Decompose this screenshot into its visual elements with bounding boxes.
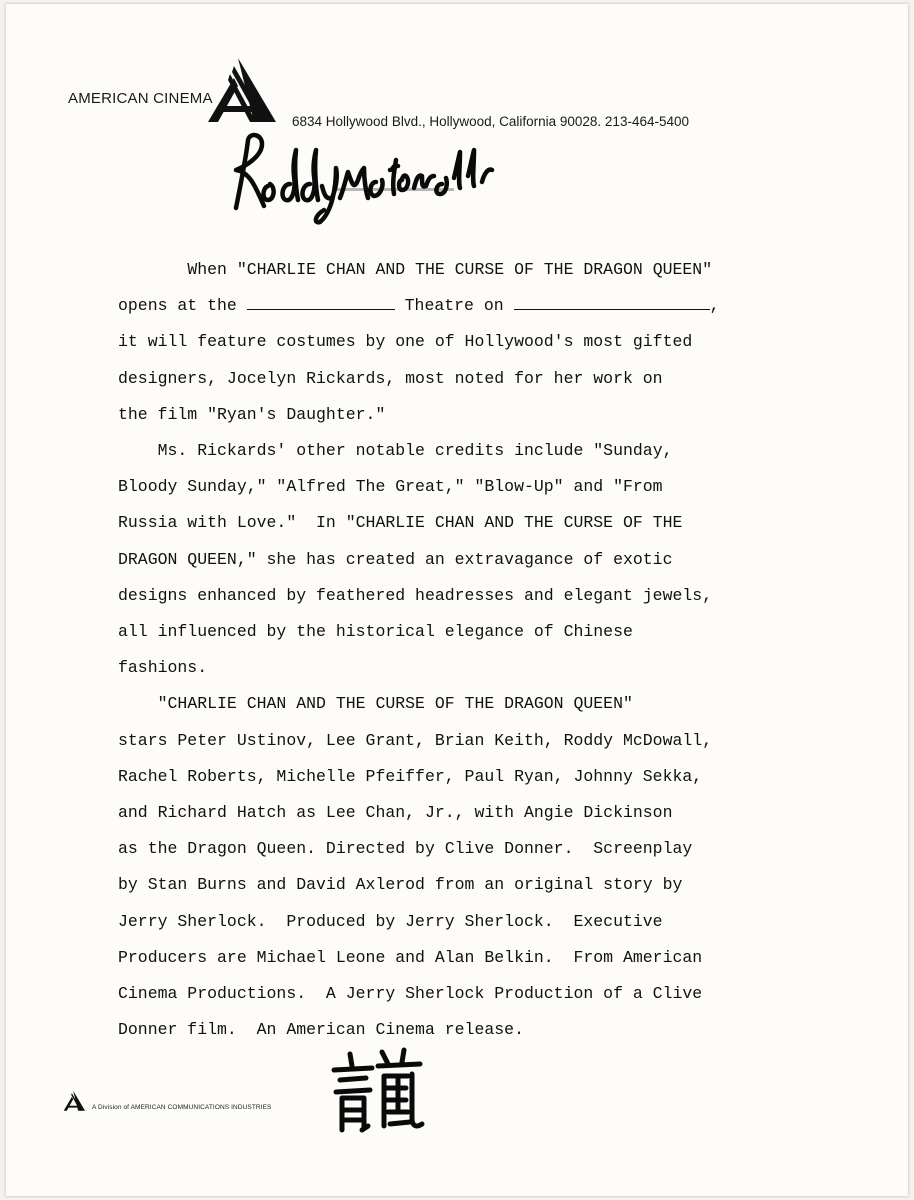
text-line: stars Peter Ustinov, Lee Grant, Brian Keith, Roddy McDowall, [118, 730, 713, 750]
text-line: fashions. [118, 658, 208, 678]
text-line: Jerry Sherlock. Produced by Jerry Sherlock. Executive [118, 911, 663, 931]
text-line [118, 288, 798, 324]
triangle-a-logo-icon [62, 1090, 88, 1112]
press-release-body [118, 252, 798, 1048]
text-line [118, 433, 798, 469]
signature-text: Roddy McDowall [206, 128, 214, 129]
text-line-content: , [709, 296, 720, 316]
text-line-content: "CHARLIE CHAN AND THE CURSE OF THE DRAGON QUEEN" [157, 694, 633, 714]
text-line [118, 252, 798, 288]
triangle-a-logo-icon [204, 56, 284, 126]
footer-division-text: A Division of AMERICAN COMMUNICATIONS INDUSTRIES [92, 1104, 272, 1111]
text-line-content: opens at the [118, 296, 247, 316]
text-line: the film "Ryan's Daughter." [118, 404, 386, 424]
text-line: Russia with Love." In "CHARLIE CHAN AND THE CURSE OF THE [118, 513, 683, 533]
roddy-mcdowall-signature [206, 128, 506, 228]
theatre-name-blank[interactable] [247, 293, 395, 311]
company-name: AMERICAN CINEMA [68, 90, 213, 107]
paragraph-3 [118, 686, 798, 1048]
company-address: 6834 Hollywood Blvd., Hollywood, California 90028. 213-464-5400 [292, 114, 689, 129]
text-line: by Stan Burns and David Axlerod from an original story by [118, 875, 683, 895]
text-line: Rachel Roberts, Michelle Pfeiffer, Paul Ryan, Johnny Sekka, [118, 766, 703, 786]
text-line: Cinema Productions. A Jerry Sherlock Production of a Clive [118, 984, 703, 1004]
text-line-content: Theatre on [394, 296, 514, 316]
text-line: designs enhanced by feathered headresses and elegant jewels, [118, 585, 713, 605]
text-line: Donner film. An American Cinema release. [118, 1020, 524, 1040]
text-line: and Richard Hatch as Lee Chan, Jr., with Angie Dickinson [118, 803, 673, 823]
text-line-content: When "CHARLIE CHAN AND THE CURSE OF THE DRAGON QUEEN" [187, 260, 713, 279]
text-line: DRAGON QUEEN," she has created an extravagance of exotic [118, 549, 673, 569]
paragraph-2 [118, 433, 798, 686]
text-line: designers, Jocelyn Rickards, most noted for her work on [118, 368, 663, 388]
press-release-page [6, 4, 908, 1196]
text-line: it will feature costumes by one of Hollywood's most gifted [118, 332, 693, 352]
text-line: Bloody Sunday," "Alfred The Great," "Blow-Up" and "From [118, 477, 663, 497]
text-line-content: Ms. Rickards' other notable credits include "Sunday, [157, 441, 673, 461]
paragraph-1 [118, 252, 798, 433]
chinese-dragon-character-icon [328, 1046, 428, 1138]
text-line: all influenced by the historical elegance of Chinese [118, 622, 633, 642]
text-line: as the Dragon Queen. Directed by Clive Donner. Screenplay [118, 839, 693, 859]
text-line: Producers are Michael Leone and Alan Belkin. From American [118, 947, 703, 967]
date-blank[interactable] [514, 293, 710, 311]
text-line [118, 686, 798, 722]
